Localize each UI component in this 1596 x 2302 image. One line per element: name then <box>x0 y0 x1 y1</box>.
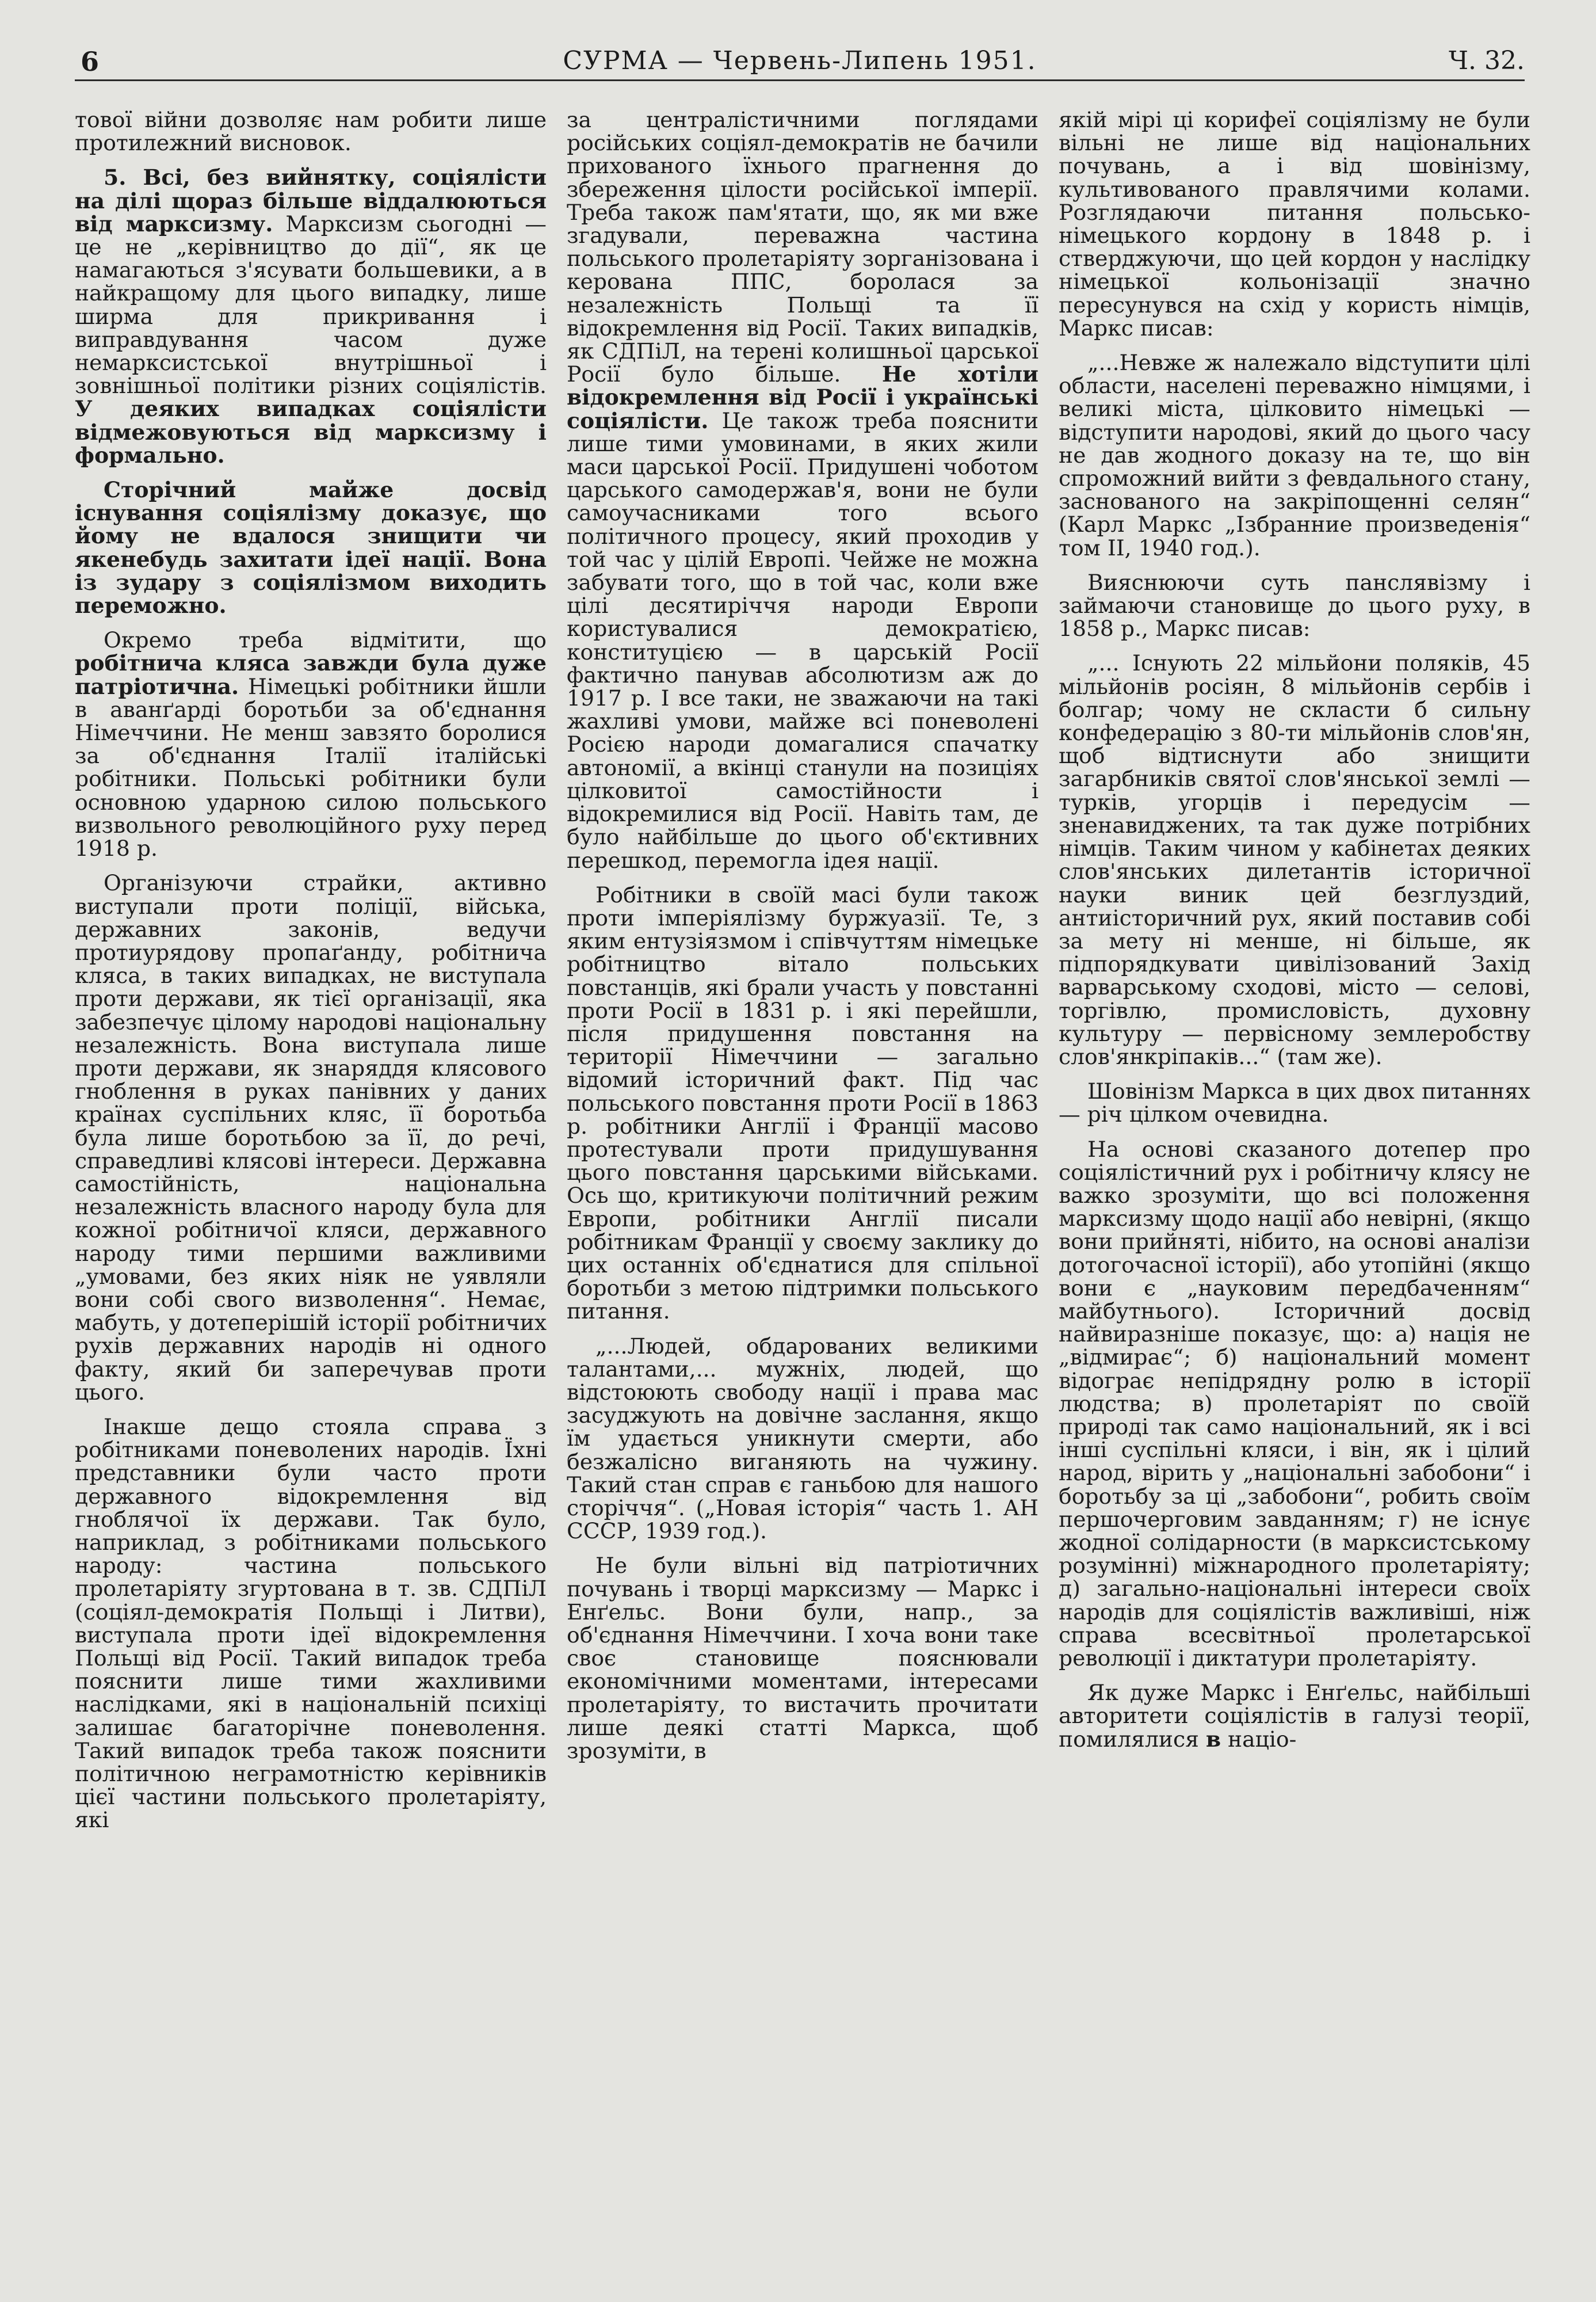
text-run: Німецькі робітники йшли в аванґарді боротьби за об'єднання Німеччини. Не менш завзято боролися за об'єднання Італії італійські робітники. Польські робітники були основною ударною силою польського визвольного революційного руху перед 1918 р. <box>75 673 547 862</box>
text-run: Марксизм сьогодні — це не „керівництво до дії“, як це намагаються з'ясувати большевики, а в найкращому для цього випадку, лише ширма для прикривання і виправдування часом дуже немарксистської внутрішньої і зовнішньої політики різних соціялістів. <box>75 211 547 399</box>
paragraph: Організуючи страйки, активно виступали проти поліції, війська, державних законів, ведучи протиурядову пропаґанду, робітнича кляса, в таких випадках, не виступала проти держави, як тієї організації, яка забезпечує цілому народові національну незалежність. Вона виступала лише проти держави, як знаряддя клясового гноблення в руках панівних у даних країнах суспільних кляс, її боротьба була лише боротьбою за її, до речі, справедливі клясові інтереси. Державна самостійність, національна незалежність власного народу була для кожної робітничої кляси, державного народу тими першими важливими „умовами, без яких ніяк не уявляли вони собі свого визволення“. Немає, мабуть, у дотеперішій історії робітничих рухів державних народів ні одного факту, який би заперечував проти цього. <box>75 870 547 1405</box>
quote-paragraph: „... Існують 22 мільйони поляків, 45 мільйонів росіян, 8 мільйонів сербів і болгар; чому не скласти б сильну конфедерацію з 80-ти мільйонів слов'ян, щоб відтиснути або знищити загарбників святої слов'янської землі — турків, угорців і передусім — зненавиджених, та так дуже потрібних німців. Таким чином у кабінетах деяких слов'янських дилетантів історичної науки виник цей безглуздий, антиісторичний рух, який поставив собі за мету ні менше, ні більше, як підпорядкувати цивілізований Захід варварському сходові, місто — селові, торгівлю, промисловість, духовну культуру — первісному землеробству слов'янкріпаків...“ (там же). <box>1059 650 1530 1069</box>
page-header <box>75 39 1525 81</box>
paragraph: тової війни дозволяє нам робити лише протилежний висновок. <box>75 108 547 156</box>
paragraph: Шовінізм Маркса в цих двох питаннях — річ цілком очевидна. <box>1059 1078 1530 1127</box>
quote-paragraph: „...Невже ж належало відступити цілі области, населені переважно німцями, і великі міста, цілковито німецькі — відступити народові, який до цього часу не дав жодного доказу на те, що він спроможний вийти з февдального стану, заснованого на закріпощенні селян“ (Карл Маркс „Ізбранние произведенія“ том II, 1940 год.). <box>1059 350 1530 561</box>
paragraph: якій мірі ці корифеї соціялізму не були вільні не лише від національних почувань, а і від шовінізму, культивованого правлячими колами. Розглядаючи питання польсько-німецького кордону в 1848 р. і стверджуючи, що цей кордон у наслідку німецької кольонізації значно пересунувся на схід у користь німців, Маркс писав: <box>1059 108 1530 341</box>
page-number: 6 <box>81 46 100 77</box>
text-run: Це також треба пояснити лише тими умовинами, в яких жили маси царської Росії. Придушені чоботом царського самодержав'я, вони не були самоучасниками того всього політичного процесу, який проходив у той час у цілій Европі. Чейже не можна забувати того, що в той час, коли вже цілі десятиріччя народи Европи користувалися демократією, конституцією — в царській Росії фактично панував абсолютизм аж до 1917 р. І все таки, не зважаючи на такі жахливі умови, майже всі поневолені Росією народи домагалися спачатку автономії, а вкінці станули на позиціях цілковитої самостійности і відокремилися від Росії. Навіть там, де було найбільше до цього об'єктивних перешкод, перемогла ідея нації. <box>567 407 1038 873</box>
bold-text: Не хотіли відокремлення від Росії і українські соціялісти. <box>567 361 1038 433</box>
quote-paragraph: „...Людей, обдарованих великими талантами,... мужніх, людей, що відстоюють свободу нації і права мас засуджують на довічне заслання, якщо їм удається уникнути смерти, або безжалісно виганяють на чужину. Такий стан справ є ганьбою для нашого сторіччя“. („Новая історія“ часть 1. АН СССР, 1939 год.). <box>567 1333 1038 1544</box>
paragraph: Робітники в своїй масі були також проти імперіялізму буржуазії. Те, з яким ентузіязмом і співчуттям німецьке робітництво вітало польських повстанців, які брали участь у повстанні проти Росії в 1831 р. і які перейшли, після придушення повстання на території Німеччини — загально відомий історичний факт. Під час польського повстання проти Росії в 1863 р. робітники Англії і Франції масово протестували проти придушування цього повстання царськими військами. Ось що, критикуючи політичний режим Европи, робітники Англії писали робітникам Франції у своєму заклику до цих останніх об'єднатися для спільної боротьби з метою підтримки польського питання. <box>567 882 1038 1324</box>
bold-text: У деяких випадках соціялісти відмежовуються від марксизму і формально. <box>75 396 547 468</box>
bold-text: робітнича кляса завжди була дуже патріотична. <box>75 650 547 699</box>
paragraph <box>567 108 1038 872</box>
issue-number: Ч. 32. <box>1449 46 1525 75</box>
paragraph <box>75 478 547 617</box>
column-3 <box>1059 108 1530 2284</box>
bold-text: в <box>1205 1726 1221 1752</box>
paragraph <box>1059 1681 1530 1751</box>
paragraph <box>75 628 547 860</box>
column-1 <box>75 108 547 2284</box>
paragraph <box>75 166 547 467</box>
publication-title: СУРМА — Червень-Липень 1951. <box>563 46 1037 75</box>
bold-text: 5. Всі, без вийнятку, соціялісти на ділі щораз більше віддалюються від марксизму. <box>75 165 547 237</box>
paragraph: Вияснюючи суть панслявізму і займаючи становище до цього руху, в 1858 р., Маркс писав: <box>1059 569 1530 642</box>
paragraph: Інакше дещо стояла справа з робітниками поневолених народів. Їхні представники були часто проти державного відокремлення від гноблячої їх держави. Так було, наприклад, з робітниками польського народу: частина польського пролетаріяту згуртована в т. зв. СДПіЛ (соціял-демократія Польщі і Литви), виступала проти ідеї відокремлення Польщі від Росії. Такий випадок треба пояснити лише тими жахливими наслідками, які в національній психіці залишає багаторічне поневолення. Такий випадок треба також пояснити політичною неграмотністю керівників цієї частини польського пролетаріяту, які <box>75 1413 547 1833</box>
paragraph: На основі сказаного дотепер про соціялістичний рух і робітничу клясу не важко зрозуміти, що всі положення марксизму щодо нації або невірні, (якщо вони прийняті, нібито, на основі аналізи дотогочасної історії), або утопійні (якщо вони є „науковим передбаченням“ майбутнього). Історичний досвід найвиразніше показує, що: а) нація не „відмирає“; б) національний момент відограє непідрядну ролю в історії людства; в) пролетаріят по своїй природі так само національний, як і всі інші суспільні кляси, і він, як і цілий народ, вірить у „національні забобони“ і боротьбу за ці „забобони“, робить своїм першочерговим завданням; г) не існує жодної солідарности (в марксистському розумінні) міжнародного пролетаріяту; д) загально-національні інтереси своїх народів для соціялістів важливіші, ніж справа всесвітньої пролетарської революції і диктатури пролетаріяту. <box>1059 1136 1530 1671</box>
column-2 <box>567 108 1038 2284</box>
paragraph: Не були вільні від патріотичних почувань і творці марксизму — Маркс і Енґельс. Вони були, напр., за об'єднання Німеччини. І хоча вони таке своє становище пояснювали економічними моментами, інтересами пролетаріяту, то вистачить прочитати лише деякі статті Маркса, щоб зрозуміти, в <box>567 1553 1038 1764</box>
text-run: за централістичними поглядами російських соціял-демократів не бачили прихованого їхнього прагнення до збереження цілости російської імперії. Треба також пам'ятати, що, як ми вже згадували, переважна частина польського пролетаріяту зорганізована і керована ППС, боролася за незалежність Польщі та її відокремлення від Росії. Таких випадків, як СДПіЛ, на терені колишньої царської Росії було більше. <box>567 108 1038 387</box>
text-run: Як дуже Маркс і Енґельс, найбільші авторитети соціялістів в галузі теорії, помилялися <box>1059 1680 1530 1752</box>
text-run: Окремо треба відмітити, що <box>104 627 547 653</box>
bold-text: Сторічний майже досвід існування соціялізму доказує, що йому не вдалося знищити чи якенебудь захитати ідеї нації. Вона із зудару з соціялізмом виходить переможно. <box>75 477 547 619</box>
text-run: націо- <box>1221 1726 1297 1752</box>
